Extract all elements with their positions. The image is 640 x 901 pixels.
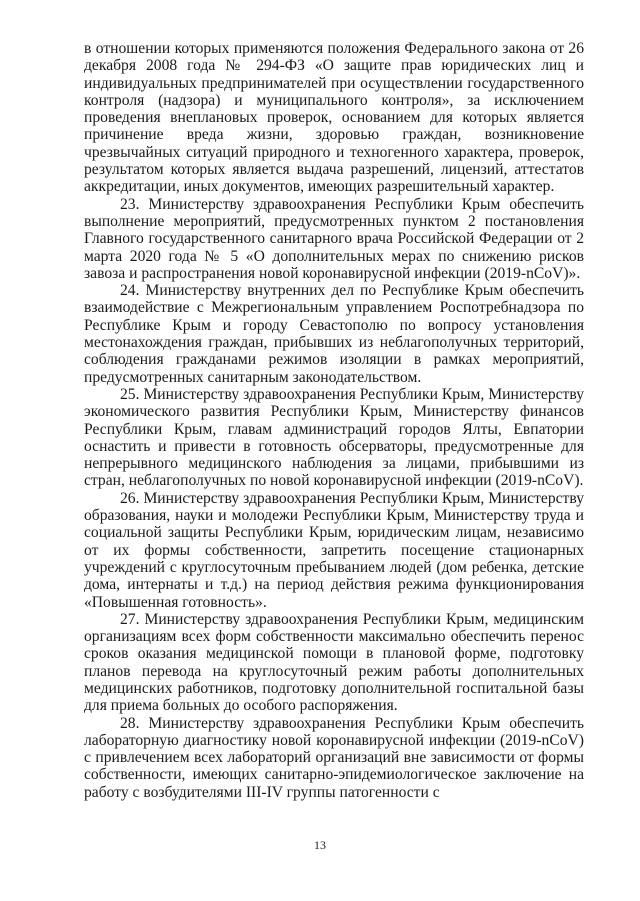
paragraph-item-28: 28. Министерству здравоохранения Республики Крым обеспечить лабораторную диагностику новой коронавирусной инфекции (2019-nCoV) с привлечением всех лабораторий организаций вне зависимости от формы собственности, имеющих санитарно-эпидемиологическое заключение на работу с возбудителями III-IV группы патогенности с: [84, 714, 584, 801]
paragraph-item-26: 26. Министерству здравоохранения Республики Крым, Министерству образования, науки и молодежи Республики Крым, Министерству труда и социальной защиты Республики Крым, юридическим лицам, независимо от их формы собственности, запретить посещение стационарных учреждений с круглосуточным пребыванием людей (дом ребенка, детские дома, интернаты и т.д.) на период действия режима функционирования «Повышенная готовность».: [84, 489, 584, 611]
paragraph-item-27: 27. Министерству здравоохранения Республики Крым, медицинским организациям всех форм собственности максимально обеспечить перенос сроков оказания медицинской помощи в плановой форме, подготовку планов перевода на круглосуточный режим работы дополнительных медицинских работников, подготовку дополнительной госпитальной базы для приема больных до особого распоряжения.: [84, 610, 584, 715]
paragraph-item-25: 25. Министерству здравоохранения Республики Крым, Министерству экономического развития Республики Крым, Министерству финансов Республики Крым, главам администраций городов Ялты, Евпатории оснастить и привести в готовность обсерваторы, предусмотренные для непрерывного медицинского наблюдения за лицами, прибывшими из стран, неблагополучных по новой коронавирусной инфекции (2019-nCoV).: [84, 385, 584, 490]
paragraph-item-24: 24. Министерству внутренних дел по Республике Крым обеспечить взаимодействие с Межрегиональным управлением Роспотребнадзора по Республике Крым и городу Севастополю по вопросу установления местонахождения граждан, прибывших из неблагополучных территорий, соблюдения гражданами режимов изоляции в рамках мероприятий, предусмотренных санитарным законодательством.: [84, 282, 584, 386]
paragraph-item-23: 23. Министерству здравоохранения Республики Крым обеспечить выполнение мероприятий, предусмотренных пунктом 2 постановления Главного государственного санитарного врача Российской Федерации от 2 марта 2020 года № 5 «О дополнительных мерах по снижению рисков завоза и распространения новой коронавирусной инфекции (2019-nCoV)».: [84, 195, 584, 282]
document-page: [84, 40, 584, 820]
paragraph-continuation: в отношении которых применяются положения Федерального закона от 26 декабря 2008 года № 294-ФЗ «О защите прав юридических лиц и индивидуальных предпринимателей при осуществлении государственного контроля (надзора) и муниципального контроля», за исключением проведения внеплановых проверок, основанием для которых является причинение вреда жизни, здоровью граждан, возникновение чрезвычайных ситуаций природного и техногенного характера, проверок, результатом которых является выдача разрешений, лицензий, аттестатов аккредитации, иных документов, имеющих разрешительный характер.: [84, 40, 584, 196]
page-number: 13: [314, 838, 326, 852]
